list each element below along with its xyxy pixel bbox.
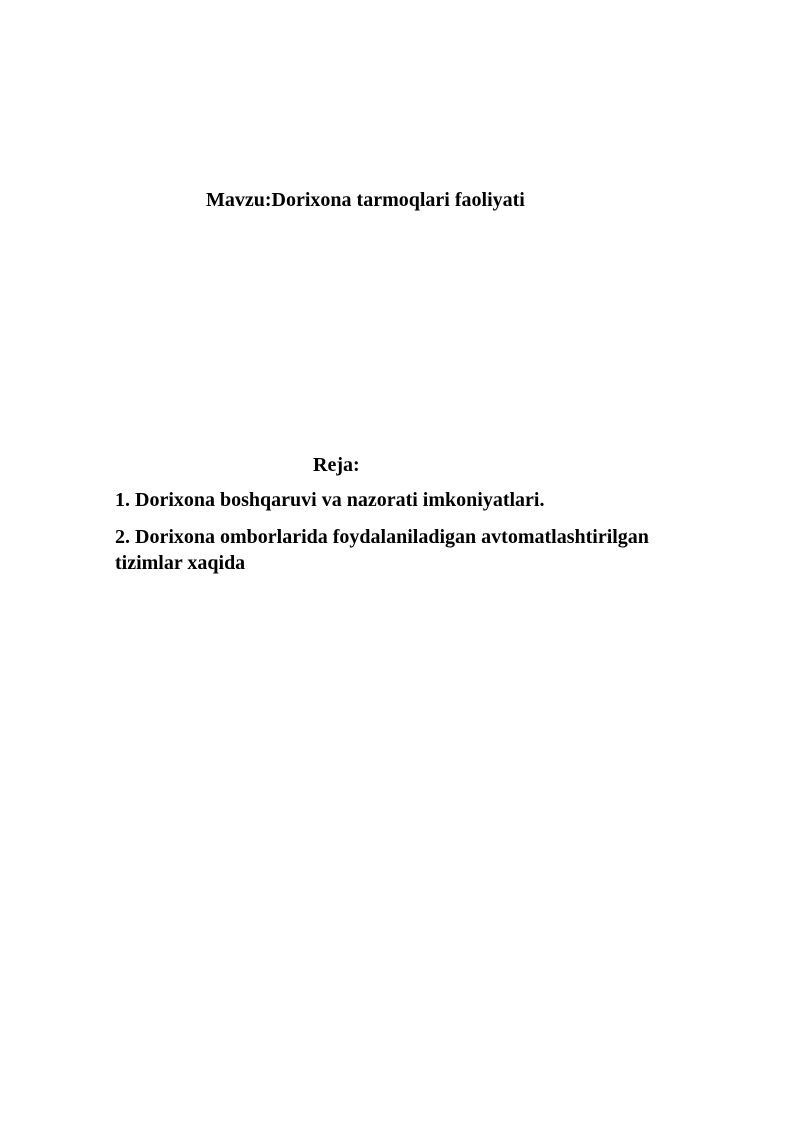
plan-item-2: 2. Dorixona omborlarida foydalaniladigan avtomatlashtirilgan tizimlar xaqida	[115, 526, 649, 574]
plan-list	[115, 487, 715, 576]
document-title: Mavzu:Dorixona tarmoqlari faoliyati	[206, 189, 525, 211]
plan-item-1: 1. Dorixona boshqaruvi va nazorati imkoniyatlari.	[115, 489, 545, 511]
plan-heading: Reja:	[313, 454, 360, 476]
